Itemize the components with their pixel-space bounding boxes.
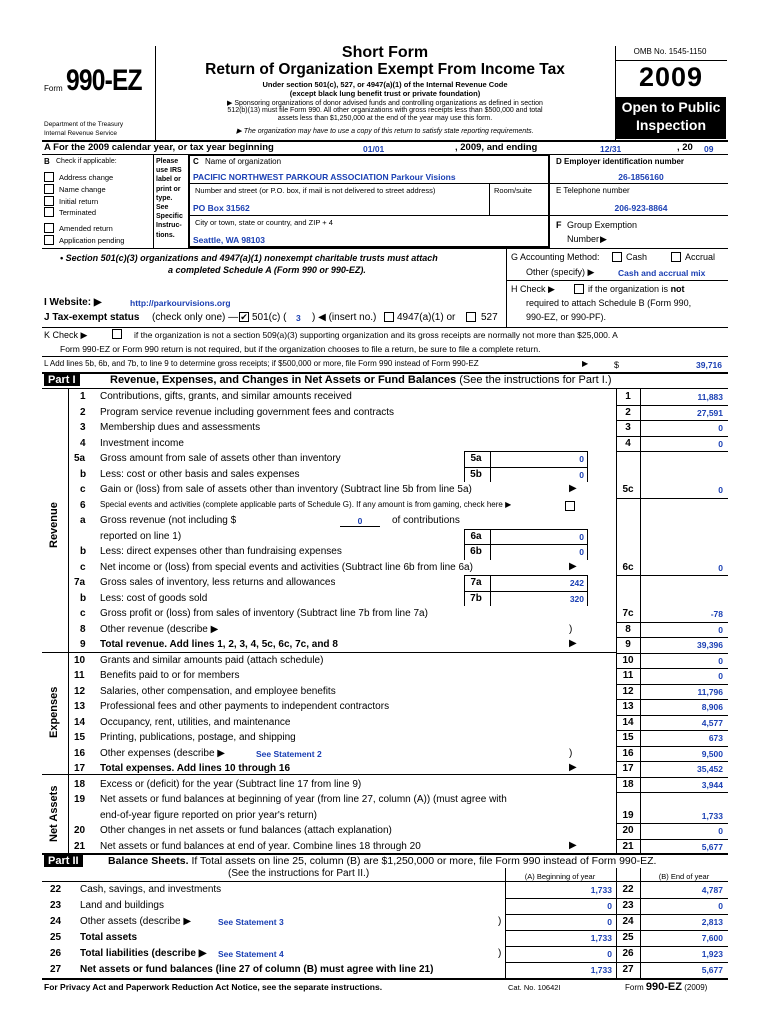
line-ref: 4 xyxy=(625,437,631,449)
4947-label: 4947(a)(1) or xyxy=(397,312,456,323)
line-number: 27 xyxy=(50,964,62,975)
line-text: Gain or (loss) from sale of assets other than inventory (Subtract line 5b from line 5a) xyxy=(100,484,472,495)
amended-return-checkbox[interactable] xyxy=(44,223,54,233)
organization-name[interactable]: PACIFIC NORTHWEST PARKOUR ASSOCIATION Parkour Visions xyxy=(193,172,456,182)
line-number: 6 xyxy=(80,499,86,511)
line-number: 21 xyxy=(74,840,86,852)
line-text: Gross sales of inventory, less returns and allowances xyxy=(100,577,336,588)
subtitle-6: ▶ The organization may have to use a copy of this return to satisfy state reporting requirements. xyxy=(236,128,534,135)
line-number: 10 xyxy=(74,654,86,666)
describe-value[interactable]: See Statement 2 xyxy=(256,748,322,759)
line-text: Other assets (describe ▶ xyxy=(80,916,192,927)
line-ref: 10 xyxy=(622,654,634,666)
line-text: Total expenses. Add lines 10 through 16 xyxy=(100,763,291,774)
line-ref: 20 xyxy=(622,825,634,836)
schedule-b-checkbox[interactable] xyxy=(574,284,584,294)
line-ref: 11 xyxy=(622,670,634,681)
subtitle-2: (except black lung benefit trust or private foundation) xyxy=(289,89,481,98)
line-text: Grants and similar amounts paid (attach schedule) xyxy=(100,654,324,666)
line-ref: 19 xyxy=(622,809,634,821)
line-ref: 12 xyxy=(622,685,634,697)
line-number: b xyxy=(80,592,87,604)
line-value[interactable]: 0 xyxy=(718,826,723,836)
website-label: I Website: ▶ xyxy=(44,297,102,308)
line-number: 8 xyxy=(80,623,86,635)
line-a-label: A For the 2009 calendar year, or tax year beginning xyxy=(44,142,274,153)
line-text: end-of-year figure reported on prior year's return) xyxy=(100,809,318,821)
terminated-checkbox[interactable] xyxy=(44,207,54,217)
room-suite-label: Room/suite xyxy=(494,186,532,195)
line-text: Net assets or fund balances (line 27 of column (B) must agree with line 21) xyxy=(80,964,434,975)
line-text: Investment income xyxy=(100,437,184,449)
line-ref: 13 xyxy=(622,701,634,712)
tax-year-begin[interactable]: 01/01 xyxy=(363,144,385,154)
part1-title: Revenue, Expenses, and Changes in Net Assets or Fund Balances (See the instructions for Part I.) xyxy=(110,374,612,386)
other-specify-label: Other (specify) ▶ xyxy=(526,267,595,277)
line-value[interactable]: 0 xyxy=(718,624,723,635)
c-letter: C xyxy=(193,157,199,166)
line-value[interactable]: 39,396 xyxy=(697,640,723,650)
line-number: 4 xyxy=(80,437,86,449)
inner-value[interactable]: 242 xyxy=(569,578,584,588)
inspection: Inspection xyxy=(635,117,706,133)
col-b-value[interactable]: 4,787 xyxy=(701,885,723,895)
side-revenue: Revenue xyxy=(48,502,60,548)
form-title: Return of Organization Exempt From Income Tax xyxy=(205,61,565,78)
title-short-form: Short Form xyxy=(341,44,429,61)
initial-return-checkbox[interactable] xyxy=(44,196,54,206)
describe-value[interactable]: See Statement 3 xyxy=(218,917,284,927)
h-check-label: H Check ▶ xyxy=(511,284,555,294)
line-text: Gross profit or (loss) from sales of inventory (Subtract line 7b from line 7a) xyxy=(100,608,428,619)
inner-ref: 7b xyxy=(470,592,482,604)
line-number: 22 xyxy=(50,884,62,895)
omb-number: OMB No. 1545-1150 xyxy=(633,47,707,56)
line-ref: 26 xyxy=(622,948,634,959)
inner-ref: 6a xyxy=(470,530,482,542)
col-b-header: (B) End of year xyxy=(658,872,710,881)
line-number: 3 xyxy=(80,422,86,433)
line-text: Program service revenue including government fees and contracts xyxy=(100,406,395,418)
line-ref: 9 xyxy=(625,639,631,650)
side-expenses: Expenses xyxy=(48,686,60,738)
inner-value[interactable]: 0 xyxy=(579,531,584,542)
please-line-6: See xyxy=(156,204,169,211)
side-net-assets: Net Assets xyxy=(48,785,60,842)
k-check-label: K Check ▶ xyxy=(44,330,88,340)
col-a-value[interactable]: 1,733 xyxy=(590,933,612,943)
col-b-value[interactable]: 0 xyxy=(718,901,723,911)
4947-checkbox[interactable] xyxy=(384,312,394,322)
form-number: 990-EZ xyxy=(66,64,142,97)
please-line-1: Please xyxy=(156,158,179,165)
line-number: 2 xyxy=(80,406,86,418)
527-checkbox[interactable] xyxy=(466,312,476,322)
other-specify-value[interactable]: Cash and accrual mix xyxy=(618,268,706,278)
line-number: 24 xyxy=(50,916,62,927)
describe-value[interactable]: See Statement 4 xyxy=(218,949,284,959)
tax-year-end-year[interactable]: 09 xyxy=(704,144,714,154)
501c-label: 501(c) ( xyxy=(252,312,287,323)
line-text: Salaries, other compensation, and employee benefits xyxy=(100,685,336,697)
line-value[interactable]: 3,944 xyxy=(701,779,723,790)
501c-number[interactable]: 3 xyxy=(296,313,301,323)
line-ref: 27 xyxy=(622,964,634,975)
line-l-dollar: $ xyxy=(614,360,620,370)
please-line-9: tions. xyxy=(156,232,175,239)
line-value[interactable]: 0 xyxy=(718,562,723,573)
col-a-value[interactable]: 1,733 xyxy=(590,965,612,975)
phone-value[interactable]: 206-923-8864 xyxy=(614,203,668,213)
line-number: b xyxy=(80,546,87,557)
line-text: Excess or (deficit) for the year (Subtract line 17 from line 9) xyxy=(100,778,362,790)
line-text: Special events and activities (complete applicable parts of Schedule G). If any amount is from gaming, check here ▶ xyxy=(100,499,512,509)
col-a-value[interactable]: 1,733 xyxy=(590,885,612,895)
line-text: Net assets or fund balances at beginning of year (from line 27, column (A)) (must agree with xyxy=(100,794,507,805)
application-pending-checkbox[interactable] xyxy=(44,235,54,245)
line-text: Total assets xyxy=(80,932,138,943)
h-text-3: 990-EZ, or 990-PF). xyxy=(526,312,607,322)
group-number-label: Number xyxy=(567,234,600,244)
line-ref: 17 xyxy=(622,763,634,774)
irs-name: Internal Revenue Service xyxy=(44,130,117,137)
line-number: 7a xyxy=(74,577,86,588)
subtitle-5: assets less than $1,250,000 at the end of the year may use this form. xyxy=(277,115,493,122)
line-ref: 21 xyxy=(622,840,634,852)
line-text: Membership dues and assessments xyxy=(100,422,261,433)
part2-title: Balance Sheets. If Total assets on line 25, column (B) are $1,250,000 or more, file Form 990 instead of Form 990-EZ. xyxy=(108,855,657,867)
terminated-label: Terminated xyxy=(59,208,97,217)
527-label: 527 xyxy=(481,312,498,323)
line-number: 11 xyxy=(74,670,85,681)
line-text: Less: direct expenses other than fundraising expenses xyxy=(100,546,342,557)
accounting-method-label: G Accounting Method: xyxy=(511,252,600,262)
street-label: Number and street (or P.O. box, if mail is not delivered to street address) xyxy=(195,186,436,195)
street-address[interactable]: PO Box 31562 xyxy=(193,203,250,213)
h-text-2: required to attach Schedule B (Form 990, xyxy=(526,298,692,308)
line-text: Benefits paid to or for members xyxy=(100,670,240,681)
cash-label: Cash xyxy=(626,252,648,262)
please-line-8: Instruc- xyxy=(156,222,182,229)
part2-see: (See the instructions for Part II.) xyxy=(228,868,370,879)
group-number-arrow: ▶ xyxy=(600,234,607,244)
line-text: reported on line 1) xyxy=(100,530,182,542)
inner-value[interactable]: 0 xyxy=(579,469,584,480)
line-value[interactable]: 11,796 xyxy=(697,686,723,697)
name-change-checkbox[interactable] xyxy=(44,184,54,194)
line-a-20: , 20 xyxy=(677,142,693,153)
line-text: Gross revenue (not including $ xyxy=(100,515,237,526)
city-label: City or town, state or country, and ZIP + 4 xyxy=(195,218,333,227)
line-number: 16 xyxy=(74,747,86,759)
line-value[interactable]: 0 xyxy=(718,485,723,495)
accrual-checkbox[interactable] xyxy=(671,252,681,262)
line-ref: 14 xyxy=(622,716,634,728)
line-number: 12 xyxy=(74,685,86,697)
subtitle-1: Under section 501(c), 527, or 4947(a)(1) of the Internal Revenue Code xyxy=(262,80,508,89)
col-a-value[interactable]: 0 xyxy=(607,949,612,959)
line-ref: 23 xyxy=(622,900,634,911)
line-number: 5a xyxy=(74,453,86,464)
col-b-value[interactable]: 7,600 xyxy=(701,933,723,943)
line-number: c xyxy=(80,608,86,619)
line-ref: 6c xyxy=(622,561,634,573)
line-value[interactable]: 0 xyxy=(718,423,723,433)
footer-form: Form 990-EZ (2009) xyxy=(625,981,708,993)
organization-box xyxy=(188,154,550,248)
line-number: 18 xyxy=(74,778,86,790)
line-value[interactable]: 5,677 xyxy=(701,841,723,852)
line-value[interactable]: 9,500 xyxy=(701,748,723,759)
line-text: Net income or (loss) from special events and activities (Subtract line 6b from line 6a) xyxy=(100,561,473,573)
col-a-value[interactable]: 0 xyxy=(607,917,612,927)
line-text: Other expenses (describe ▶ xyxy=(100,747,225,759)
line-ref: 25 xyxy=(622,932,634,943)
line-ref: 5c xyxy=(622,484,634,495)
col-b-value[interactable]: 1,923 xyxy=(701,949,723,959)
form-word: Form xyxy=(44,84,63,93)
col-a-value[interactable]: 0 xyxy=(607,901,612,911)
website-value[interactable]: http://parkourvisions.org xyxy=(130,298,231,308)
line-value[interactable]: 1,733 xyxy=(701,810,723,821)
line-number: 20 xyxy=(74,825,86,836)
line-text: Land and buildings xyxy=(80,900,164,911)
line-ref: 15 xyxy=(622,732,634,743)
line-ref: 1 xyxy=(625,391,631,402)
line-ref: 3 xyxy=(625,422,631,433)
line-number: 1 xyxy=(80,391,86,402)
tax-year-end[interactable]: 12/31 xyxy=(600,144,622,154)
sec501-note-2: a completed Schedule A (Form 990 or 990-EZ). xyxy=(168,265,366,275)
address-change-checkbox[interactable] xyxy=(44,172,54,182)
ein-label: D Employer identification number xyxy=(556,157,685,166)
subtitle-3: ▶ Sponsoring organizations of donor advised funds and controlling organizations as defined in section xyxy=(227,100,543,107)
please-line-3: label or xyxy=(156,176,181,183)
line-ref: 7c xyxy=(622,608,634,619)
gaming-amount[interactable]: 0 xyxy=(340,516,380,527)
h-text-1: if the organization is not xyxy=(588,284,685,294)
tax-year: 2009 xyxy=(638,62,704,92)
initial-return-label: Initial return xyxy=(59,197,99,206)
line-number: 23 xyxy=(50,900,62,911)
inner-ref: 5b xyxy=(470,468,482,480)
k-checkbox[interactable] xyxy=(112,329,122,339)
ein-value[interactable]: 26-1856160 xyxy=(618,172,664,182)
col-b-value[interactable]: 5,677 xyxy=(701,965,723,975)
line-ref: 8 xyxy=(625,623,631,635)
line-text: Gross amount from sale of assets other than inventory xyxy=(100,453,341,464)
open-to-public: Open to Public xyxy=(621,99,721,115)
inner-value[interactable]: 0 xyxy=(579,547,584,557)
line-text: Cash, savings, and investments xyxy=(80,884,222,895)
part1-tag: Part I xyxy=(44,374,80,386)
line-number: 13 xyxy=(74,701,86,712)
line-text: Occupancy, rent, utilities, and maintenance xyxy=(100,716,291,728)
col-a-header: (A) Beginning of year xyxy=(524,872,596,881)
sec501-note-1: • Section 501(c)(3) organizations and 4947(a)(1) nonexempt charitable trusts must attach xyxy=(60,253,438,263)
please-line-7: Specific xyxy=(156,213,183,220)
part2-tag: Part II xyxy=(44,855,83,867)
line-value[interactable]: 35,452 xyxy=(697,764,723,774)
line-ref: 24 xyxy=(622,916,634,927)
tax-exempt-label: J Tax-exempt status xyxy=(44,312,140,323)
line-number: 17 xyxy=(74,763,86,774)
accrual-label: Accrual xyxy=(685,252,716,262)
line-number: b xyxy=(80,468,87,480)
line-text: Less: cost of goods sold xyxy=(100,592,208,604)
line-text: Net assets or fund balances at end of year. Combine lines 18 through 20 xyxy=(100,840,421,852)
application-pending-label: Application pending xyxy=(59,236,125,245)
line-number: 14 xyxy=(74,716,86,728)
inner-ref: 5a xyxy=(470,453,482,464)
line-number: c xyxy=(80,484,86,495)
privacy-notice: For Privacy Act and Paperwork Reduction Act Notice, see the separate instructions. xyxy=(44,982,383,992)
dept-treasury: Department of the Treasury xyxy=(44,121,124,128)
line-value[interactable]: 8,906 xyxy=(701,702,723,712)
c-text: Name of organization xyxy=(205,157,282,166)
line-value[interactable]: -78 xyxy=(710,609,723,619)
line-number: 26 xyxy=(50,948,62,959)
line-value[interactable]: 673 xyxy=(708,733,723,743)
inner-ref: 7a xyxy=(470,577,482,588)
line-ref: 2 xyxy=(625,406,631,418)
inner-ref: 6b xyxy=(470,546,482,557)
k-text-2: Form 990-EZ or Form 990 return is not required, but if the organization chooses to file a return, be sure to file a complete return. xyxy=(60,344,541,354)
line-text: Less: cost or other basis and sales expenses xyxy=(100,468,300,480)
line-number: c xyxy=(80,561,86,573)
line-text: Total liabilities (describe ▶ xyxy=(80,948,207,959)
subtitle-4: 512(b)(13) must file Form 990. All other organizations with gross receipts less than $500,000 and total xyxy=(227,107,543,114)
line-ref: 22 xyxy=(622,884,634,895)
please-line-2: use IRS xyxy=(156,167,182,174)
line-value[interactable]: 0 xyxy=(718,655,723,666)
amended-return-label: Amended return xyxy=(59,224,113,233)
box-b-text: Check if applicable: xyxy=(56,158,117,165)
box-b-letter: B xyxy=(44,157,50,166)
line-value[interactable]: 0 xyxy=(718,671,723,681)
line-text: Contributions, gifts, grants, and similar amounts received xyxy=(100,391,352,402)
k-text-1: if the organization is not a section 509(a)(3) supporting organization and its gross receipts are normally not more than $25,000. A xyxy=(134,330,618,340)
insert-no-label: ) ◀ (insert no.) xyxy=(312,312,377,323)
line-text: Other changes in net assets or fund balances (attach explanation) xyxy=(100,825,392,836)
cash-checkbox[interactable] xyxy=(612,252,622,262)
please-line-4: print or xyxy=(156,186,181,193)
line-text: Other revenue (describe ▶ xyxy=(100,623,219,635)
line-a-mid: , 2009, and ending xyxy=(455,142,538,153)
line-ref: 18 xyxy=(622,778,634,790)
inner-value[interactable]: 0 xyxy=(579,454,584,464)
group-exemption-label: Group Exemption xyxy=(567,220,638,230)
line-value[interactable]: 0 xyxy=(718,438,723,449)
line-l-arrow: ▶ xyxy=(582,359,589,368)
line-text: Professional fees and other payments to independent contractors xyxy=(100,701,390,712)
f-letter: F xyxy=(556,220,562,230)
line-number: 19 xyxy=(74,794,86,805)
line-text: Printing, publications, postage, and shipping xyxy=(100,732,296,743)
line-number: 9 xyxy=(80,639,86,650)
line-number: 25 xyxy=(50,932,62,943)
line-text: Total revenue. Add lines 1, 2, 3, 4, 5c, 6c, 7c, and 8 xyxy=(100,639,338,650)
contributions-suffix: of contributions xyxy=(392,515,460,526)
line-number: 15 xyxy=(74,732,86,743)
gaming-checkbox[interactable] xyxy=(565,501,575,511)
inner-value[interactable]: 320 xyxy=(569,593,584,604)
check-only-one: (check only one) — xyxy=(152,312,239,323)
cat-number: Cat. No. 10642I xyxy=(508,983,561,992)
line-value[interactable]: 11,883 xyxy=(697,392,723,402)
city-state-zip[interactable]: Seattle, WA 98103 xyxy=(193,235,265,245)
line-value[interactable]: 4,577 xyxy=(701,717,723,728)
line-l-text: L Add lines 5b, 6b, and 7b, to line 9 to determine gross receipts; if $500,000 or more, file Form 990 instead of Form 990-EZ xyxy=(44,359,479,368)
gross-receipts-value[interactable]: 39,716 xyxy=(696,360,722,370)
line-number: a xyxy=(80,515,86,526)
line-value[interactable]: 27,591 xyxy=(697,407,723,418)
line-ref: 16 xyxy=(622,747,634,759)
name-change-label: Name change xyxy=(59,185,106,194)
please-line-5: type. xyxy=(156,195,173,202)
501c-checkbox[interactable]: ✔ xyxy=(240,312,248,322)
col-b-value[interactable]: 2,813 xyxy=(701,917,723,927)
phone-label: E Telephone number xyxy=(556,186,630,195)
address-change-label: Address change xyxy=(59,173,114,182)
